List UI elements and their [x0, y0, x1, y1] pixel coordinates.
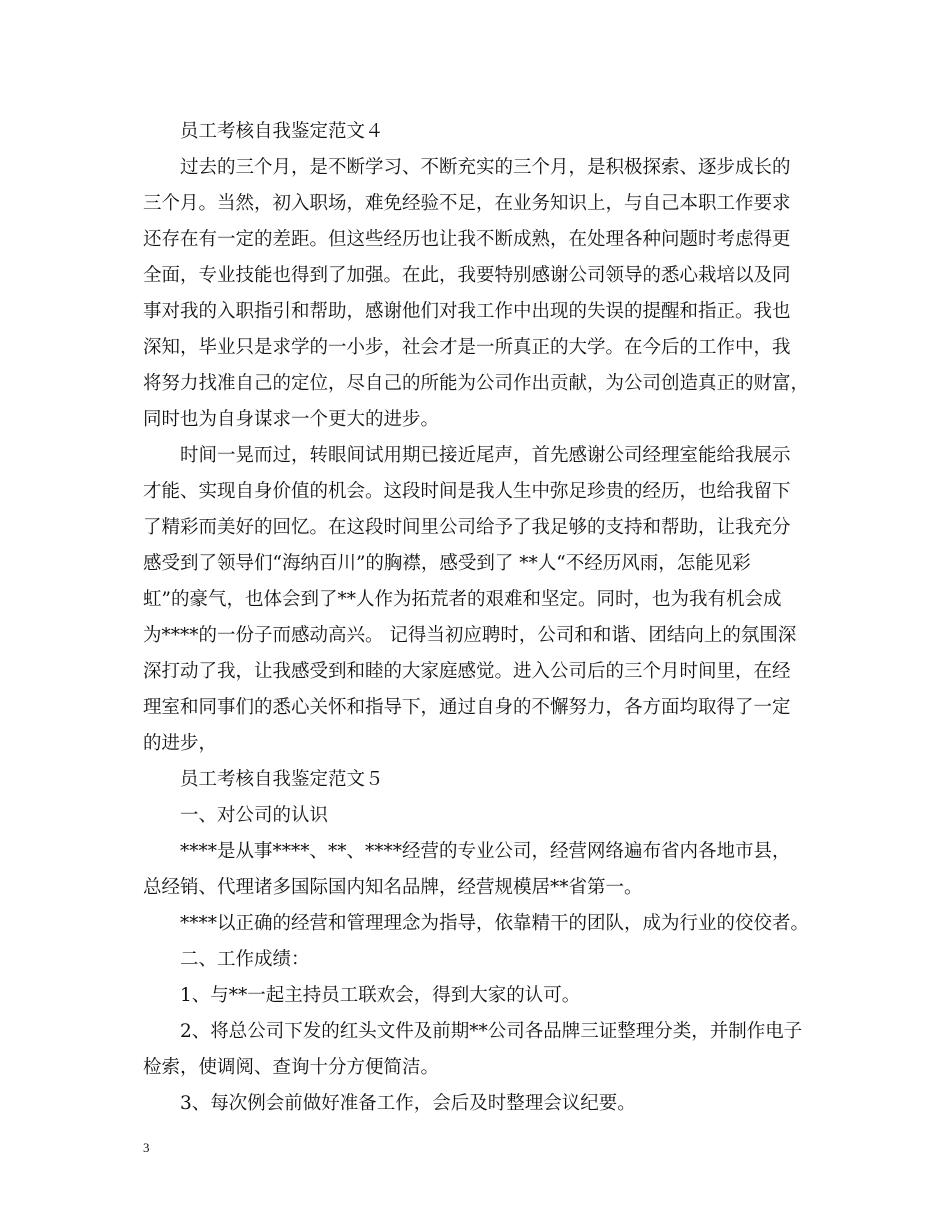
- list-item-continuation: 检索，使调阅、查询十分方便简洁。: [143, 1057, 440, 1078]
- paragraph-line: ****是从事****、**、****经营的专业公司，经营网络遍布省内各地市县，: [180, 841, 791, 862]
- paragraph-line: 总经销、代理诸多国际国内知名品牌，经营规模居**省第一。: [143, 877, 643, 898]
- paragraph-line: 才能、实现自身价值的机会。这段时间是我人生中弥足珍贵的经历，也给我留下: [143, 481, 791, 502]
- paragraph-line: 将努力找准自己的定位，尽自己的所能为公司作出贡献，为公司创造真正的财富，: [143, 373, 810, 394]
- section-heading-4: 员工考核自我鉴定范文４: [180, 121, 384, 142]
- list-item: 3、每次例会前做好准备工作，会后及时整理会议纪要。: [180, 1093, 636, 1114]
- paragraph-line: ****以正确的经营和管理理念为指导，依靠精干的团队，成为行业的佼佼者。: [180, 913, 810, 934]
- document-body: [143, 114, 811, 1122]
- paragraph-line: 深打动了我，让我感受到和睦的大家庭感觉。进入公司后的三个月时间里，在经: [143, 661, 791, 682]
- paragraph-line: 了精彩而美好的回忆。在这段时间里公司给予了我足够的支持和帮助，让我充分: [143, 517, 791, 538]
- page-number: 3: [143, 1140, 150, 1155]
- list-item: 2、将总公司下发的红头文件及前期**公司各品牌三证整理分类，并制作电子: [180, 1021, 803, 1042]
- paragraph-line: 还存在有一定的差距。但这些经历也让我不断成熟，在处理各种问题时考虑得更: [143, 229, 791, 250]
- paragraph-line: 理室和同事们的悉心关怀和指导下，通过自身的不懈努力，各方面均取得了一定: [143, 697, 791, 718]
- section-heading-5: 员工考核自我鉴定范文５: [180, 769, 384, 790]
- paragraph-line: 虹”的豪气，也体会到了**人作为拓荒者的艰难和坚定。同时，也为我有机会成: [143, 589, 782, 610]
- paragraph-line: 时间一晃而过，转眼间试用期已接近尾声，首先感谢公司经理室能给我展示: [180, 445, 791, 466]
- paragraph-line: 全面，专业技能也得到了加强。在此，我要特别感谢公司领导的悉心栽培以及同: [143, 265, 791, 286]
- paragraph-line: 事对我的入职指引和帮助，感谢他们对我工作中出现的失误的提醒和指正。我也: [143, 301, 791, 322]
- paragraph-line: 同时也为自身谋求一个更大的进步。: [143, 409, 440, 430]
- paragraph-line: 感受到了领导们“海纳百川”的胸襟，感受到了 **人“不经历风雨，怎能见彩: [143, 553, 751, 574]
- paragraph-line: 深知，毕业只是求学的一小步，社会才是一所真正的大学。在今后的工作中，我: [143, 337, 791, 358]
- paragraph-line: 为****的一份子而感动高兴。 记得当初应聘时，公司和和谐、团结向上的氛围深: [143, 625, 797, 646]
- paragraph-line: 三个月。当然，初入职场，难免经验不足，在业务知识上，与自己本职工作要求: [143, 193, 791, 214]
- subheading-company: 一、对公司的认识: [180, 805, 329, 826]
- paragraph-line: 的进步，: [143, 733, 218, 754]
- list-item: 1、与**一起主持员工联欢会，得到大家的认可。: [180, 985, 581, 1006]
- paragraph-line: 过去的三个月，是不断学习、不断充实的三个月，是积极探索、逐步成长的: [180, 157, 791, 178]
- subheading-achievements: 二、工作成绩：: [180, 949, 310, 970]
